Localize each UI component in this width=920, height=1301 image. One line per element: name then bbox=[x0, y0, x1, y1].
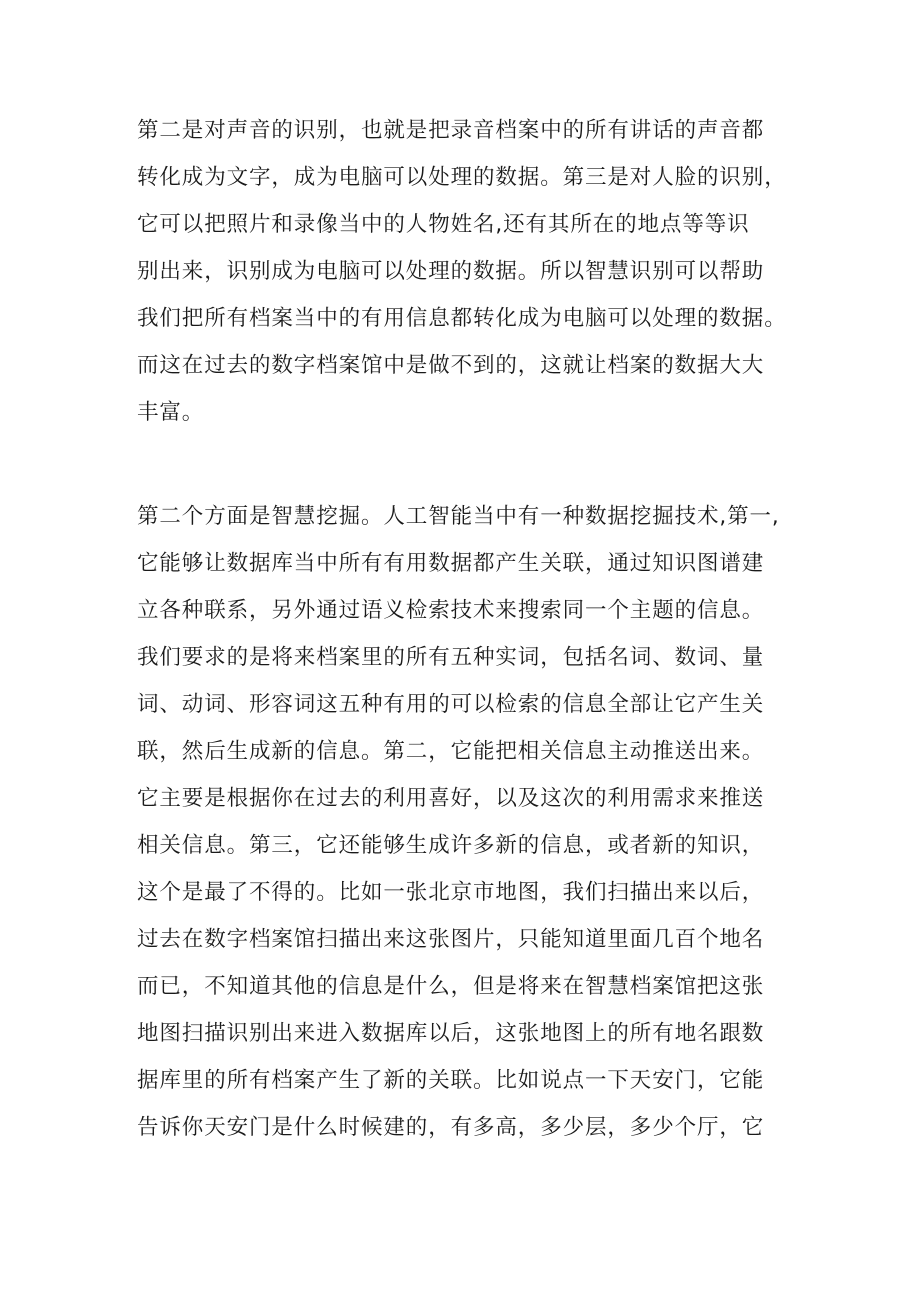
paragraph-line: 而已，不知道其他的信息是什么，但是将来在智慧档案馆把这张 bbox=[137, 974, 765, 999]
paragraph-line: 据库里的所有档案产生了新的关联。比如说点一下天安门，它能 bbox=[137, 1068, 765, 1093]
paragraph-line: 过去在数字档案馆扫描出来这张图片，只能知道里面几百个地名 bbox=[137, 927, 765, 952]
paragraph-line: 别出来，识别成为电脑可以处理的数据。所以智慧识别可以帮助 bbox=[137, 259, 765, 284]
paragraph-line: 第二个方面是智慧挖掘。人工智能当中有一种数据挖掘技术,第一, bbox=[137, 504, 780, 529]
paragraph-line: 它主要是根据你在过去的利用喜好，以及这次的利用需求来推送 bbox=[137, 786, 765, 811]
paragraph-line: 而这在过去的数字档案馆中是做不到的，这就让档案的数据大大 bbox=[137, 353, 765, 378]
paragraph-line: 我们要求的是将来档案里的所有五种实词，包括名词、数词、量 bbox=[137, 645, 765, 670]
paragraph-line: 立各种联系，另外通过语义检索技术来搜索同一个主题的信息。 bbox=[137, 598, 765, 623]
paragraph-line: 第二是对声音的识别，也就是把录音档案中的所有讲话的声音都 bbox=[137, 118, 765, 143]
paragraph-line: 我们把所有档案当中的有用信息都转化成为电脑可以处理的数据。 bbox=[137, 306, 787, 331]
paragraph-line: 它能够让数据库当中所有有用数据都产生关联，通过知识图谱建 bbox=[137, 551, 765, 576]
paragraph-line: 转化成为文字，成为电脑可以处理的数据。第三是对人脸的识别， bbox=[137, 165, 787, 190]
paragraph-line: 这个是最了不得的。比如一张北京市地图，我们扫描出来以后， bbox=[137, 880, 765, 905]
paragraph-line: 联，然后生成新的信息。第二，它能把相关信息主动推送出来。 bbox=[137, 739, 765, 764]
paragraph-line: 词、动词、形容词这五种有用的可以检索的信息全部让它产生关 bbox=[137, 692, 765, 717]
paragraph-line: 告诉你天安门是什么时候建的，有多高，多少层，多少个厅，它 bbox=[137, 1115, 765, 1140]
paragraph-line: 丰富。 bbox=[137, 400, 205, 425]
paragraph-line: 它可以把照片和录像当中的人物姓名,还有其所在的地点等等识 bbox=[137, 212, 750, 237]
paragraph-line: 相关信息。第三，它还能够生成许多新的信息，或者新的知识， bbox=[137, 833, 765, 858]
paragraph-line: 地图扫描识别出来进入数据库以后，这张地图上的所有地名跟数 bbox=[137, 1021, 765, 1046]
